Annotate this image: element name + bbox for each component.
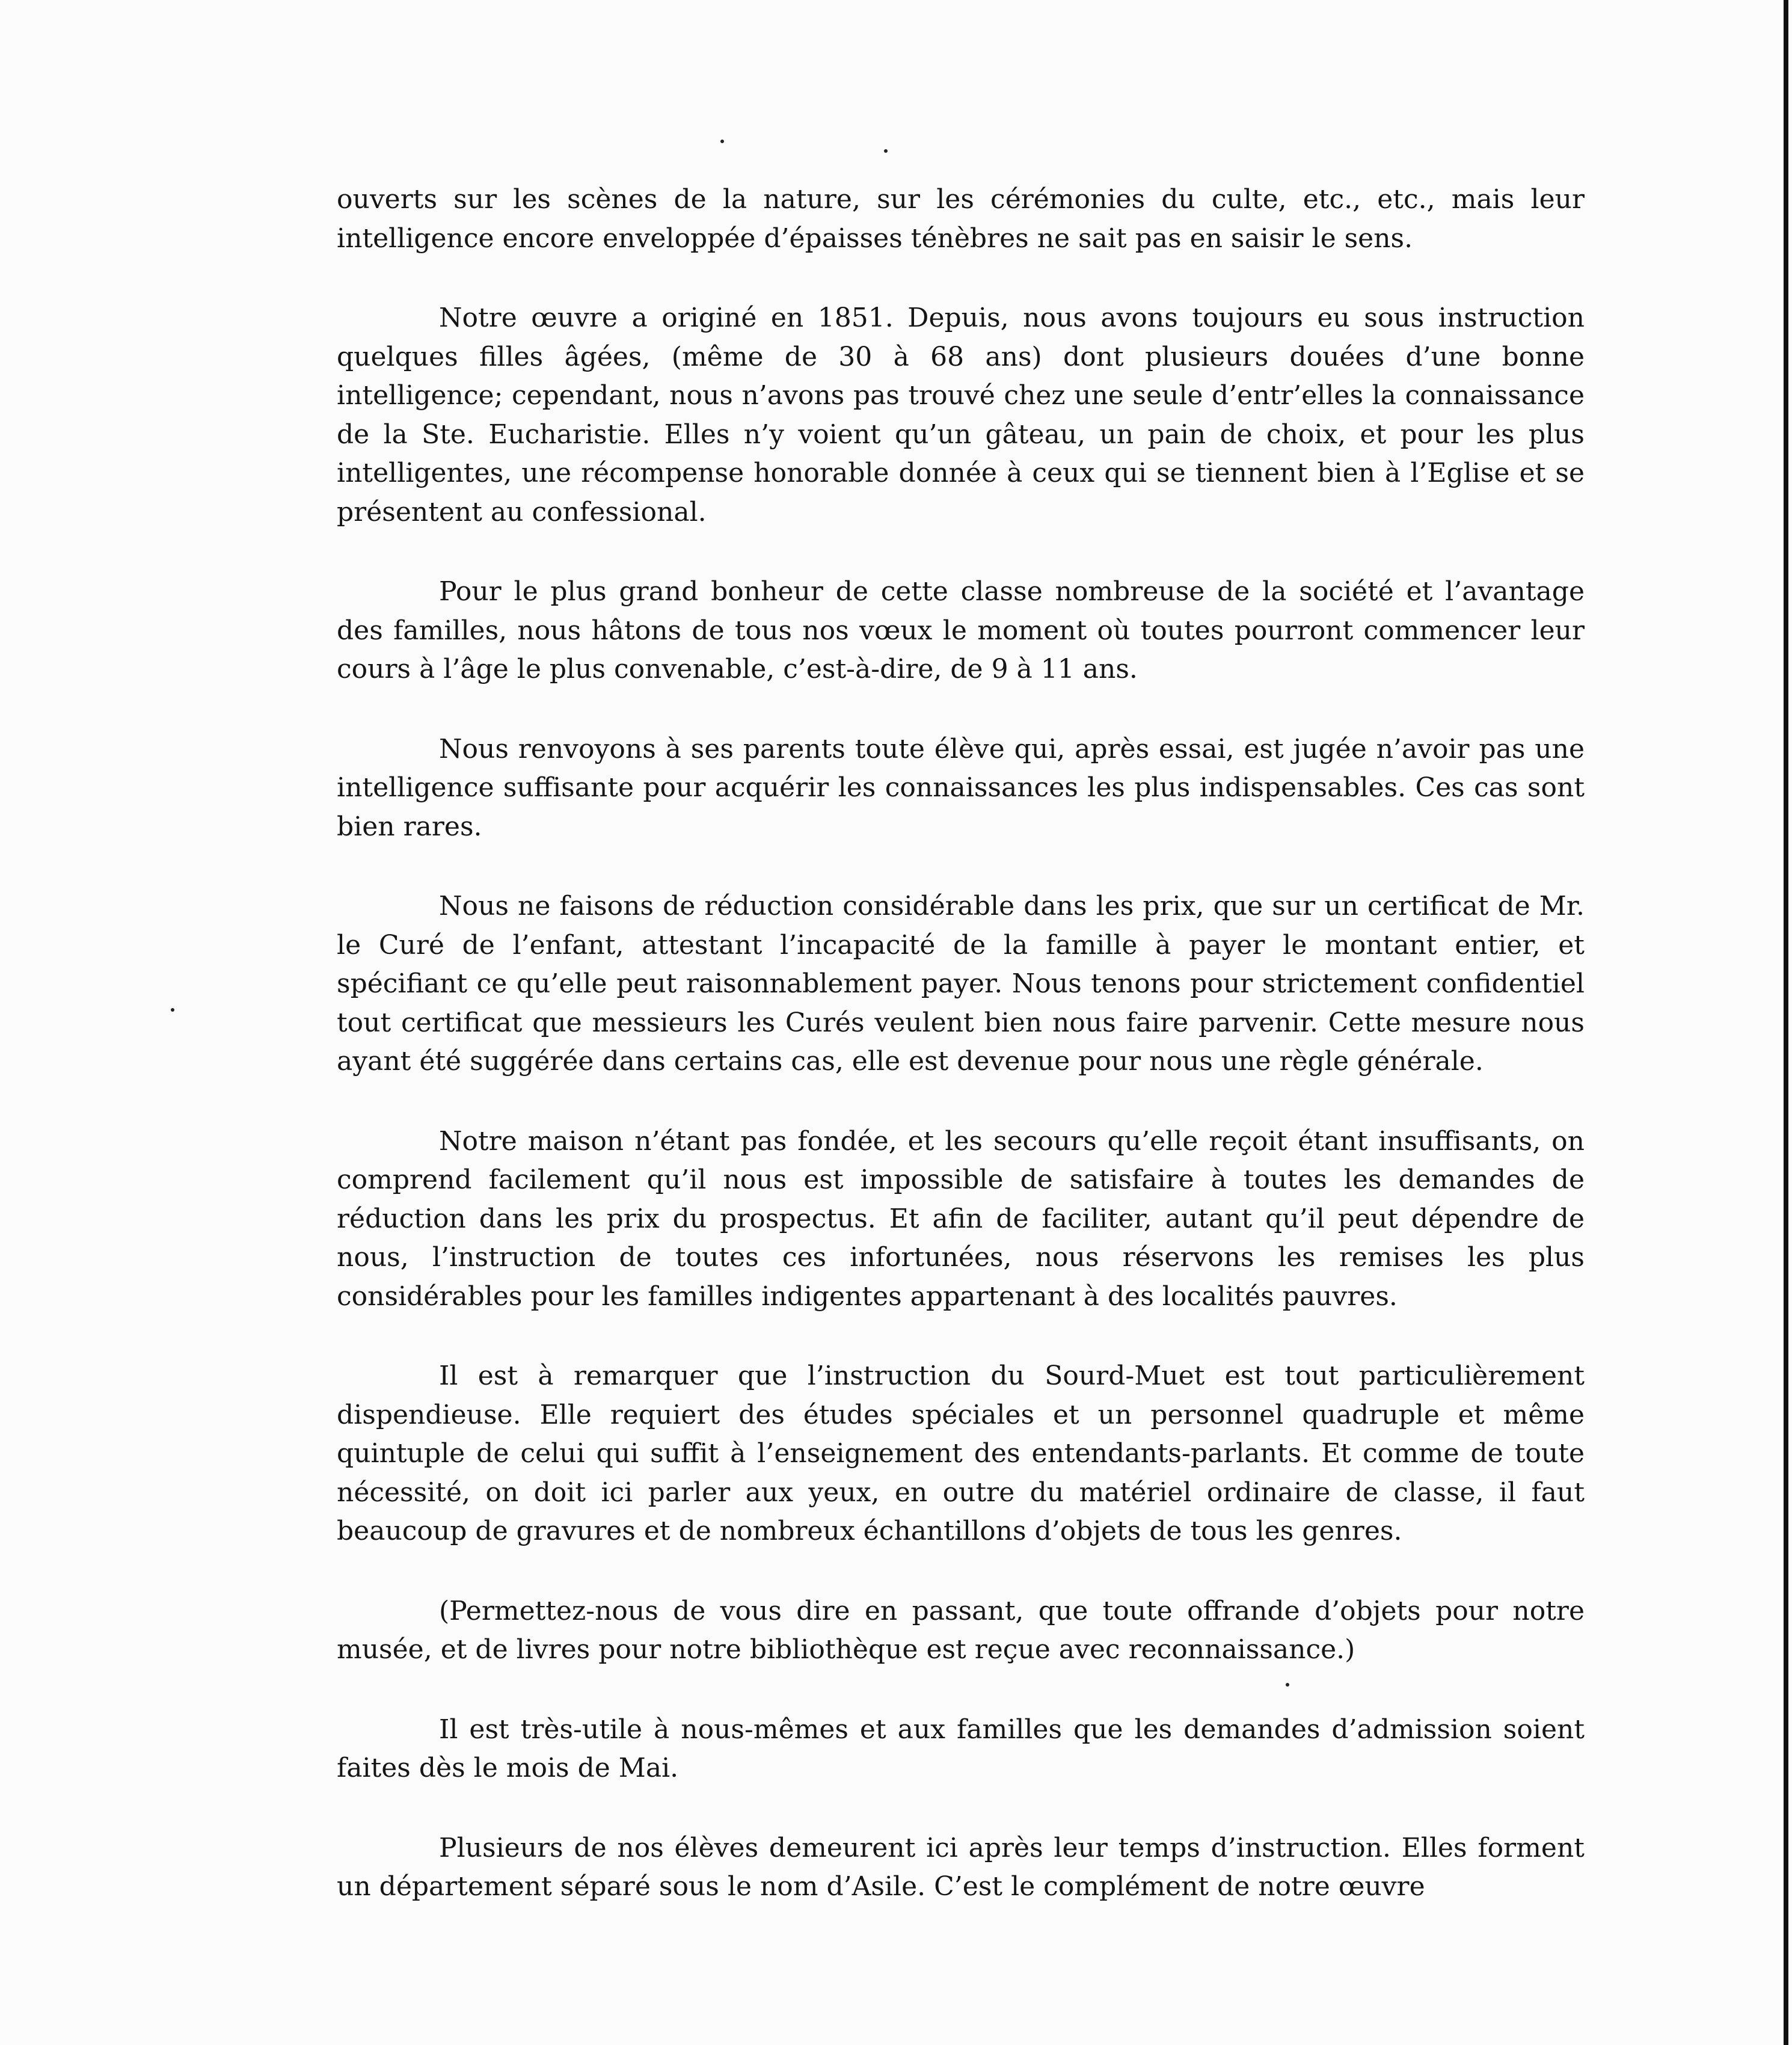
paragraph: (Permettez-nous de vous dire en passant, que toute offrande d’objets pour notre musée, et de livres pour notre bibliothèque est reçue avec reconnaissance.) bbox=[337, 1595, 1585, 1665]
page-edge-border bbox=[1784, 0, 1788, 2045]
scan-speck bbox=[884, 149, 888, 153]
document-body bbox=[337, 180, 1585, 1907]
paragraph-continued: ouverts sur les scènes de la nature, sur les cérémonies du culte, etc., etc., mais leur intelligence encore enveloppée d’épaisses ténèbres ne sait pas en saisir le sens. bbox=[337, 184, 1585, 254]
paragraph: Notre œuvre a originé en 1851. Depuis, nous avons toujours eu sous instruction quelques filles âgées, (même de 30 à 68 ans) dont plusieurs douées d’une bonne intelligence; cependant, nous n’avons pas trouvé chez une seule d’entr’elles la connaissance de la Ste. Eucharistie. Elles n’y voient qu’un gâteau, un pain de choix, et pour les plus intelligentes, une récompense honorable donnée à ceux qui se tiennent bien à l’Eglise et se présentent au confessional. bbox=[337, 303, 1585, 527]
paragraph: Pour le plus grand bonheur de cette classe nombreuse de la société et l’avantage des familles, nous hâtons de tous nos vœux le moment où toutes pourront commencer leur cours à l’âge le plus convenable, c’est-à-dire, de 9 à 11 ans. bbox=[337, 576, 1585, 684]
paragraph: Notre maison n’étant pas fondée, et les secours qu’elle reçoit étant insuffisants, on comprend facilement qu’il nous est impossible de satisfaire à toutes les demandes de réduction dans les prix du prospectus. Et afin de faciliter, autant qu’il peut dépendre de nous, l’instruction de toutes ces infortunées, nous réservons les remises les plus considérables pour les familles indigentes appartenant à des localités pauvres. bbox=[337, 1125, 1585, 1312]
paragraph: Nous ne faisons de réduction considérable dans les prix, que sur un certificat de Mr. le Curé de l’enfant, attestant l’incapacité de la famille à payer le montant entier, et spécifiant ce qu’elle peut raisonnablement payer. Nous tenons pour strictement confidentiel tout certificat que messieurs les Curés veulent bien nous faire parvenir. Cette mesure nous ayant été suggérée dans certains cas, elle est devenue pour nous une règle générale. bbox=[337, 891, 1585, 1077]
paragraph: Il est à remarquer que l’instruction du Sourd-Muet est tout particulièrement dispendieuse. Elle requiert des études spéciales et un personnel quadruple et même quintuple de celui qui suffit à l’enseignement des entendants-parlants. Et comme de toute nécessité, on doit ici parler aux yeux, en outre du matériel ordinaire de classe, il faut beaucoup de gravures et de nombreux échantillons d’objets de tous les genres. bbox=[337, 1361, 1585, 1546]
scan-speck bbox=[171, 1008, 174, 1012]
paragraph: Nous renvoyons à ses parents toute élève qui, après essai, est jugée n’avoir pas une intelligence suffisante pour acquérir les connaissances les plus indispensables. Ces cas sont bien rares. bbox=[337, 733, 1585, 842]
paragraph: Plusieurs de nos élèves demeurent ici après leur temps d’instruction. Elles forment un département séparé sous le nom d’Asile. C’est le complément de notre œuvre bbox=[337, 1832, 1585, 1902]
scan-speck bbox=[720, 140, 724, 143]
paragraph: Il est très-utile à nous-mêmes et aux familles que les demandes d’admission soient faites dès le mois de Mai. bbox=[337, 1714, 1585, 1783]
